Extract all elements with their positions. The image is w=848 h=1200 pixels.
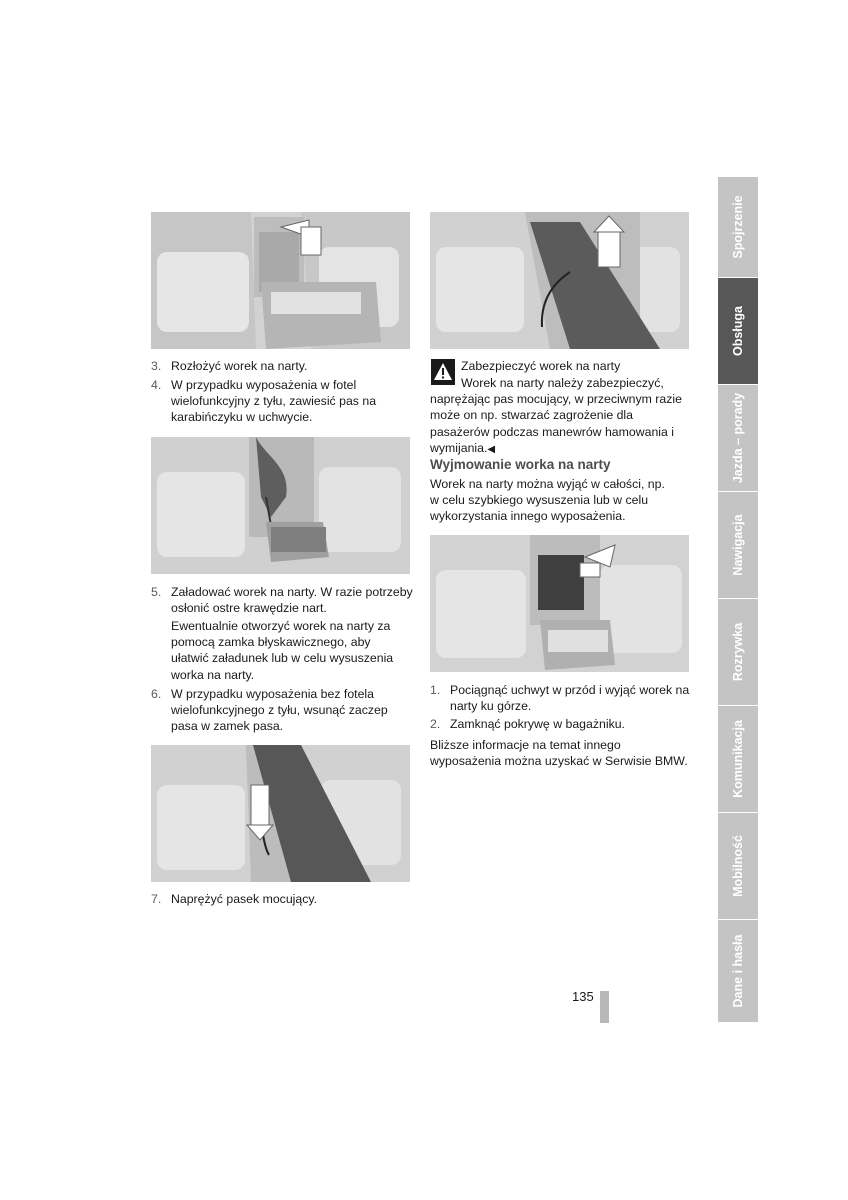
tab-label: Mobilność [731, 835, 745, 897]
tab-label: Jazda – porady [731, 392, 745, 484]
tab-dane-i-hasla[interactable] [718, 920, 758, 1023]
end-marker: ◀ [487, 443, 496, 455]
section-intro: Worek na narty można wyjąć w całości, np. w celu szybkiego wysuszenia lub w celu wykorzystania innego wyposażenia. [430, 477, 665, 524]
tab-nawigacja[interactable] [718, 492, 758, 599]
step-text: W przypadku wyposażenia w fotel wielofunkcyjny z tyłu, zawiesić pas na karabińczyku w uchwycie. [171, 378, 377, 425]
tab-obsluga[interactable] [718, 278, 758, 385]
step-number: 4. [151, 378, 162, 392]
step-number: 6. [151, 687, 162, 701]
tab-label: Obsługa [731, 305, 745, 357]
tab-label: Komunikacja [731, 720, 745, 798]
step-7 [151, 891, 413, 907]
page-number-bar [600, 991, 609, 1023]
step-number: 1. [430, 683, 441, 697]
step-number: 7. [151, 892, 162, 906]
step-text: Zamknąć pokrywę w bagażniku. [450, 717, 625, 731]
tab-label: Spojrzenie [731, 195, 745, 259]
step-5 [151, 584, 413, 616]
step-text: W przypadku wyposażenia bez fotela wielofunkcyjnego z tyłu, wsunąć zaczep pasa w zamek pasa. [171, 687, 388, 734]
step-text: Naprężyć pasek mocujący. [171, 892, 318, 906]
warning-title: Zabezpieczyć worek na narty [461, 359, 621, 373]
tab-label: Nawigacja [731, 514, 745, 576]
removal-step-2 [430, 716, 692, 732]
step-text: Pociągnąć uchwyt w przód i wyjąć worek na narty ku górze. [450, 683, 690, 714]
step-text: Załadować worek na narty. W razie potrzeby osłonić ostre krawędzie nart. [171, 585, 413, 616]
tab-jazda-porady[interactable] [718, 385, 758, 492]
step-number: 3. [151, 359, 162, 373]
tab-rozrywka[interactable] [718, 599, 758, 706]
step-5-note: Ewentualnie otworzyć worek na narty za pomocą zamka błyskawicznego, aby ułatwić załadunek lub w celu wysuszenia worka na narty. [171, 619, 394, 682]
step-text: Rozłożyć worek na narty. [171, 359, 308, 373]
step-6 [151, 686, 401, 735]
tab-spojrzenie[interactable] [718, 177, 758, 278]
warning-text-first-line [430, 375, 692, 458]
page-number: 135 [572, 989, 594, 1004]
tab-komunikacja[interactable] [718, 706, 758, 813]
figure-remove-ski-bag [430, 535, 689, 672]
figure-ski-bag-open-flap [151, 212, 410, 349]
figure-tighten-strap [430, 212, 689, 349]
step-number: 5. [151, 585, 162, 599]
figure-belt-latch [151, 745, 410, 882]
step-4 [151, 377, 401, 426]
tab-label: Rozrywka [731, 622, 745, 682]
tab-mobilnosc[interactable] [718, 813, 758, 920]
tab-label: Dane i hasła [731, 934, 745, 1008]
closing-text: Bliższe informacje na temat innego wyposażenia można uzyskać w Serwisie BMW. [430, 738, 688, 769]
step-number: 2. [430, 717, 441, 731]
figure-strap-on-carabiner [151, 437, 410, 574]
removal-step-1 [430, 682, 692, 714]
section-title: Wyjmowanie worka na narty [430, 457, 611, 472]
step-3 [151, 358, 413, 374]
warning-text: Worek na narty należy zabezpieczyć, naprężając pas mocujący, w przeciwnym razie może on np. stwarzać zagrożenie dla pasażerów podczas manewrów hamowania i wymijania. [430, 376, 682, 455]
